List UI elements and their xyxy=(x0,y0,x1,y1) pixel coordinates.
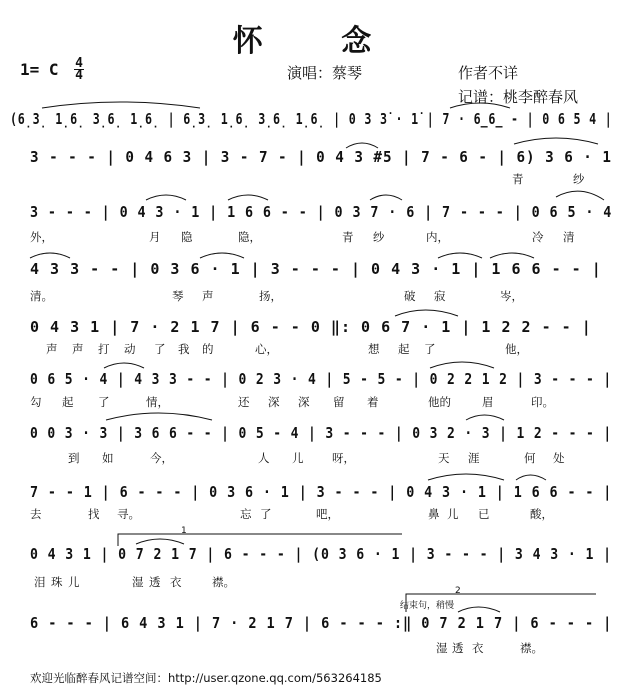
lyric-3-2: 月 xyxy=(149,230,161,244)
lyric-5-5: 了 xyxy=(154,342,166,356)
transcriber-credit: 记谱：桃李醉春风 xyxy=(458,88,579,106)
score-line-6: 0 6 5 · 4 | 4 3 3 - - | 0 2 3 · 4 | 5 - 5 - | 0 2 2 1 2 | 3 - - - | xyxy=(30,370,613,388)
lyric-9-1: 泪 xyxy=(34,575,46,589)
lyric-9-3: 儿 xyxy=(68,575,80,589)
lyric-4-4: 扬， xyxy=(259,289,282,303)
lyric-5-4: 动 xyxy=(124,342,136,356)
lyric-8-10: 酸， xyxy=(530,507,553,521)
lyric-2-2: 纱 xyxy=(573,172,585,186)
lyric-10-1: 湿 xyxy=(436,641,448,655)
lyric-7-3: 今， xyxy=(150,451,173,465)
lyric-7-4: 人 xyxy=(258,451,270,465)
lyric-6-9: 着 xyxy=(367,395,379,409)
lyric-7-9: 何 xyxy=(524,451,536,465)
lyric-8-8: 儿 xyxy=(447,507,459,521)
lyric-7-10: 处 xyxy=(553,451,565,465)
lyric-8-6: 吧， xyxy=(316,507,339,521)
lyric-9-2: 珠 xyxy=(51,575,63,589)
lyric-5-6: 我 xyxy=(178,342,190,356)
lyric-6-5: 还 xyxy=(238,395,250,409)
lyric-4-7: 岑， xyxy=(500,289,523,303)
lyric-9-5: 透 xyxy=(149,575,161,589)
lyric-3-6: 纱 xyxy=(373,230,385,244)
lyric-5-2: 声 xyxy=(72,342,84,356)
lyric-9-6: 衣 xyxy=(170,575,182,589)
lyric-5-1: 声 xyxy=(46,342,58,356)
lyric-3-9: 清 xyxy=(563,230,575,244)
lyric-8-4: 忘 xyxy=(240,507,252,521)
lyric-8-2: 找 xyxy=(88,507,100,521)
lyric-6-12: 印。 xyxy=(531,395,554,409)
lyric-5-3: 打 xyxy=(98,342,110,356)
time-signature-bottom: 4 xyxy=(75,68,83,83)
score-line-7: 0 0 3 · 3 | 3 6 6 - - | 0 5 - 4 | 3 - - - | 0 3 2 · 3 | 1 2 - - - | xyxy=(30,424,613,442)
lyric-7-2: 如 xyxy=(102,451,114,465)
lyric-6-4: 情， xyxy=(146,395,169,409)
lyric-6-2: 起 xyxy=(62,395,74,409)
lyric-5-12: 他， xyxy=(505,342,528,356)
footer-credit: 欢迎光临醉春风记谱空间：http://user.qzone.qq.com/563264185 xyxy=(30,671,382,685)
lyric-6-11: 眉 xyxy=(482,395,494,409)
score-line-9: 0 4 3 1 | 0 7 2 1 7 | 6 - - - | (0 3 6 · 1 | 3 - - - | 3 4 3 · 1 | xyxy=(30,545,612,563)
lyric-4-3: 声 xyxy=(202,289,214,303)
ending-note: 结束句，稍慢 xyxy=(400,601,455,611)
volta-2-number: 2 xyxy=(455,586,461,596)
key-signature: 1= C xyxy=(20,60,59,79)
lyric-4-2: 琴 xyxy=(172,289,184,303)
lyric-5-11: 了 xyxy=(424,342,436,356)
lyric-3-8: 冷 xyxy=(532,230,544,244)
volta-2-bracket xyxy=(406,594,596,612)
lyric-4-1: 清。 xyxy=(30,289,53,303)
lyric-8-9: 已 xyxy=(478,507,490,521)
singer-credit: 演唱：蔡琴 xyxy=(287,64,363,82)
lyric-5-9: 想 xyxy=(368,342,380,356)
lyric-5-7: 的 xyxy=(202,342,214,356)
slur-marks xyxy=(30,102,604,612)
lyric-3-3: 隐 xyxy=(181,230,193,244)
lyric-5-10: 起 xyxy=(398,342,410,356)
time-signature-top: 4 xyxy=(75,56,83,71)
lyric-10-2: 透 xyxy=(452,641,464,655)
lyric-6-10: 他的 xyxy=(428,395,451,409)
score-line-5: 0 4 3 1 | 7 · 2 1 7 | 6 - - 0 ‖: 0 6 7 · 1 | 1 2 2 - - | xyxy=(30,318,592,336)
lyric-6-3: 了 xyxy=(98,395,110,409)
lyric-7-8: 涯 xyxy=(468,451,480,465)
lyric-10-4: 襟。 xyxy=(520,641,543,655)
lyric-3-7: 内， xyxy=(426,230,449,244)
song-title: 怀 念 xyxy=(232,24,406,59)
score-line-4: 4 3 3 - - | 0 3 6 · 1 | 3 - - - | 0 4 3 · 1 | 1 6 6 - - | xyxy=(30,260,602,278)
composer-credit: 作者不详 xyxy=(458,64,519,82)
score-line-2: 3 - - - | 0 4 6 3 | 3 - 7 - | 0 4 3 #5 | 7 - 6 - | 6) 3 6 · 1 xyxy=(30,148,612,166)
lyric-6-8: 留 xyxy=(333,395,345,409)
lyric-9-7: 襟。 xyxy=(212,575,235,589)
lyric-6-1: 勾 xyxy=(30,395,42,409)
lyric-7-1: 到 xyxy=(68,451,80,465)
volta-1-number: 1 xyxy=(181,526,187,536)
lyric-8-1: 去 xyxy=(30,507,42,521)
volta-1-bracket xyxy=(118,534,402,546)
lyric-9-4: 湿 xyxy=(132,575,144,589)
lyric-8-3: 寻。 xyxy=(117,507,140,521)
lyric-5-8: 心， xyxy=(255,342,278,356)
lyric-7-7: 天 xyxy=(438,451,450,465)
lyric-4-6: 寂 xyxy=(434,289,446,303)
lyric-8-7: 鼻 xyxy=(428,507,440,521)
lyric-2-1: 青 xyxy=(512,172,524,186)
score-line-8: 7 - - 1 | 6 - - - | 0 3 6 · 1 | 3 - - - | 0 4 3 · 1 | 1 6 6 - - | xyxy=(30,483,613,501)
lyric-3-1: 外， xyxy=(30,230,53,244)
lyric-8-5: 了 xyxy=(260,507,272,521)
lyric-7-6: 呀， xyxy=(332,451,355,465)
lyric-3-5: 青 xyxy=(342,230,354,244)
lyric-4-5: 破 xyxy=(404,289,416,303)
lyric-3-4: 隐， xyxy=(238,230,261,244)
score-line-10: 6 - - - | 6 4 3 1 | 7 · 2 1 7 | 6 - - - :‖ 0 7 2 1 7 | 6 - - - | xyxy=(30,614,613,632)
lyric-10-3: 衣 xyxy=(472,641,484,655)
score-line-3: 3 - - - | 0 4 3 · 1 | 1 6 6 - - | 0 3 7 · 6 | 7 - - - | 0 6 5 · 4 xyxy=(30,203,613,221)
score-line-1: (6̣3̣ 1̣6̣ 3̣6̣ 1̣6̣ | 6̣3̣ 1̣6̣ 3̣6̣ 1̣6̣ | 0 3 3̇ · 1̇ | 7 · 6̲6̲ - | 0 6 5 4 | xyxy=(10,110,613,128)
lyric-7-5: 儿 xyxy=(292,451,304,465)
lyric-6-7: 深 xyxy=(298,395,310,409)
lyric-6-6: 深 xyxy=(268,395,280,409)
